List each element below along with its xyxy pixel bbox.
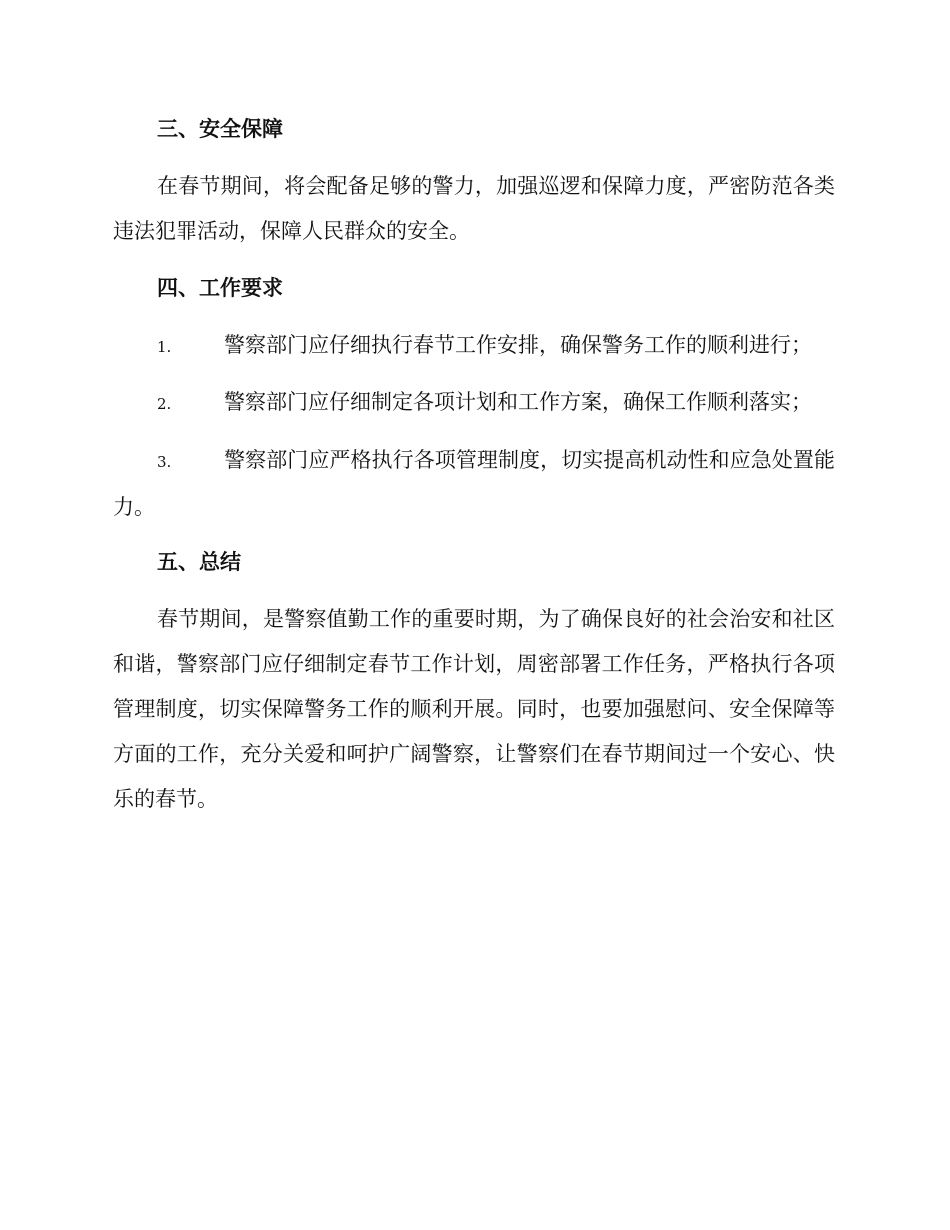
section-paragraph-security: 在春节期间，将会配备足够的警力，加强巡逻和保障力度，严密防范各类违法犯罪活动，保障人民群众的安全。	[113, 174, 835, 243]
list-item-text: 警察部门应严格执行各项管理制度，切实提高机动性和应急处置能力。	[113, 448, 835, 519]
list-item-number: 3.	[157, 453, 172, 471]
list-item-number: 2.	[157, 395, 172, 413]
section-heading-requirements: 四、工作要求	[157, 276, 283, 300]
list-item-text: 警察部门应仔细制定各项计划和工作方案，确保工作顺利落实；	[224, 390, 812, 414]
list-item-number: 1.	[157, 338, 172, 356]
list-item	[113, 380, 835, 427]
section-heading-security: 三、安全保障	[157, 117, 283, 141]
section-paragraph-summary: 春节期间，是警察值勤工作的重要时期，为了确保良好的社会治安和社区和谐，警察部门应仔细制定春节工作计划，周密部署工作任务，严格执行各项管理制度，切实保障警务工作的顺利开展。同时，也要加强慰问、安全保障等方面的工作，充分关爱和呵护广阔警察，让警察们在春节期间过一个安心、快乐的春节。	[113, 607, 835, 811]
list-item	[113, 323, 835, 370]
list-item-text: 警察部门应仔细执行春节工作安排，确保警务工作的顺利进行；	[224, 333, 812, 357]
list-item	[113, 438, 835, 530]
section-heading-summary: 五、总结	[157, 550, 241, 574]
